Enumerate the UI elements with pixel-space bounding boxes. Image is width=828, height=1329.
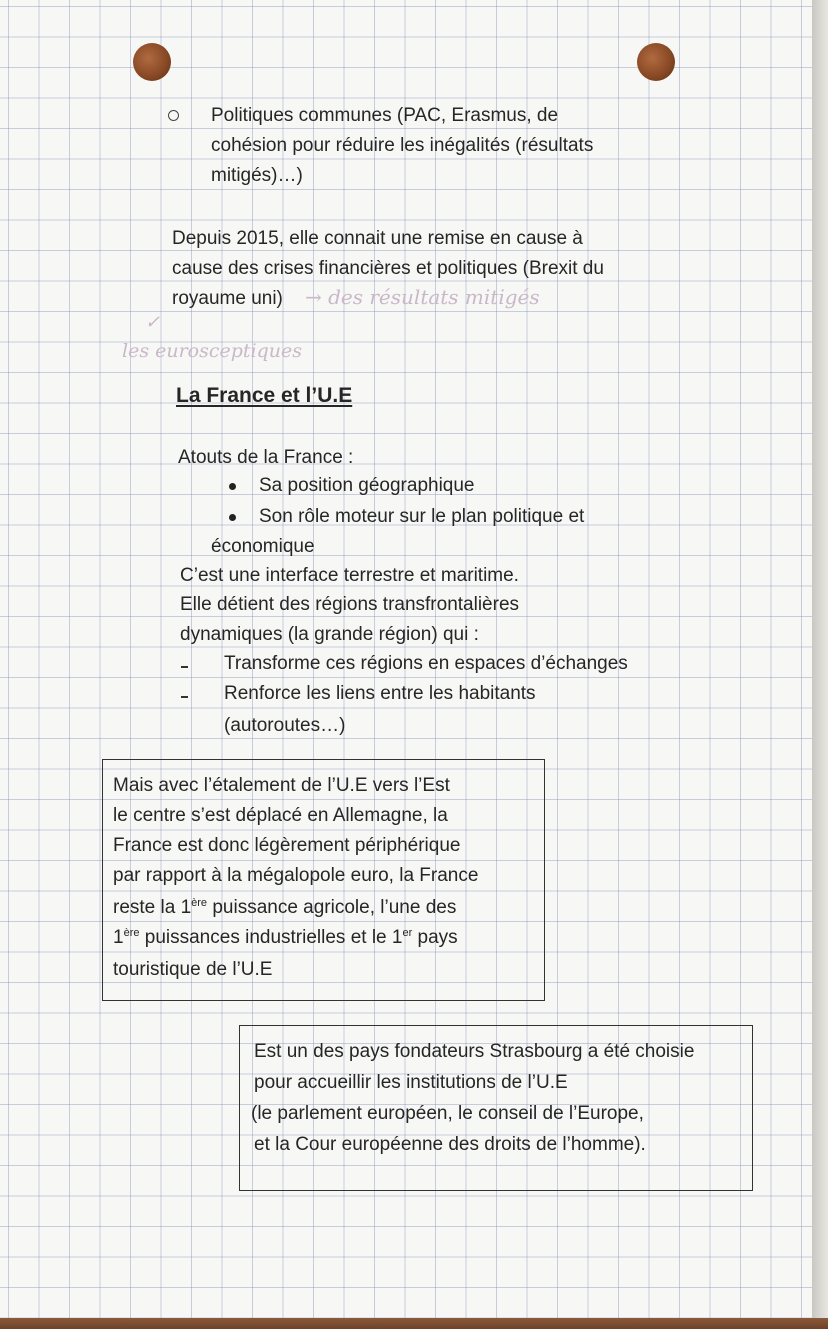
box-line: touristique de l’U.E	[113, 959, 273, 980]
handwritten-note: → des résultats mitigés	[305, 285, 540, 309]
box-line: le centre s’est déplacé en Allemagne, la	[113, 805, 448, 826]
box-line: France est donc légèrement périphérique	[113, 835, 461, 856]
list-item-line: mitigés)…)	[211, 165, 303, 186]
box-line: Est un des pays fondateurs Strasbourg a été choisie	[254, 1041, 695, 1062]
box-line: pour accueillir les institutions de l’U.E	[254, 1072, 568, 1093]
paragraph-line: cause des crises financières et politiques (Brexit du	[172, 258, 604, 279]
check-mark-icon: ✓	[145, 312, 161, 333]
list-item-line: Politiques communes (PAC, Erasmus, de	[211, 105, 559, 126]
bullet-icon	[229, 514, 236, 521]
assets-label: Atouts de la France :	[178, 447, 354, 468]
handwritten-note: les eurosceptiques	[122, 340, 303, 362]
box-line: Mais avec l’étalement de l’U.E vers l’Est	[113, 775, 450, 796]
bullet-item: Sa position géographique	[259, 475, 475, 496]
circle-bullet-icon	[168, 110, 179, 121]
desk-surface	[0, 1318, 828, 1329]
punch-hole-right	[637, 43, 675, 81]
paragraph-line: royaume uni)	[172, 288, 283, 309]
paragraph-line: C’est une interface terrestre et maritime.	[180, 565, 519, 586]
dash-item: Renforce les liens entre les habitants	[224, 683, 536, 704]
punch-hole-left	[133, 43, 171, 81]
bullet-item-cont: économique	[211, 536, 315, 557]
box-line: (le parlement européen, le conseil de l’Europe,	[251, 1103, 644, 1124]
box-line: et la Cour européenne des droits de l’homme).	[254, 1134, 646, 1155]
paragraph-line: dynamiques (la grande région) qui :	[180, 624, 479, 645]
dash-bullet-icon	[181, 696, 188, 698]
bullet-item: Son rôle moteur sur le plan politique et	[259, 506, 585, 527]
dash-item-cont: (autoroutes…)	[224, 715, 346, 736]
box-line: reste la 1ère puissance agricole, l’une des	[113, 897, 457, 918]
paragraph-line: Elle détient des régions transfrontalières	[180, 594, 520, 615]
bullet-icon	[229, 483, 236, 490]
box-line: par rapport à la mégalopole euro, la France	[113, 865, 479, 886]
dash-bullet-icon	[181, 666, 188, 668]
page-edge	[812, 0, 828, 1329]
box-line: 1ère puissances industrielles et le 1er pays	[113, 927, 458, 948]
list-item-line: cohésion pour réduire les inégalités (résultats	[211, 135, 594, 156]
paragraph-line: Depuis 2015, elle connait une remise en cause à	[172, 228, 583, 249]
section-title: La France et l’U.E	[176, 384, 353, 407]
dash-item: Transforme ces régions en espaces d’échanges	[224, 653, 628, 674]
